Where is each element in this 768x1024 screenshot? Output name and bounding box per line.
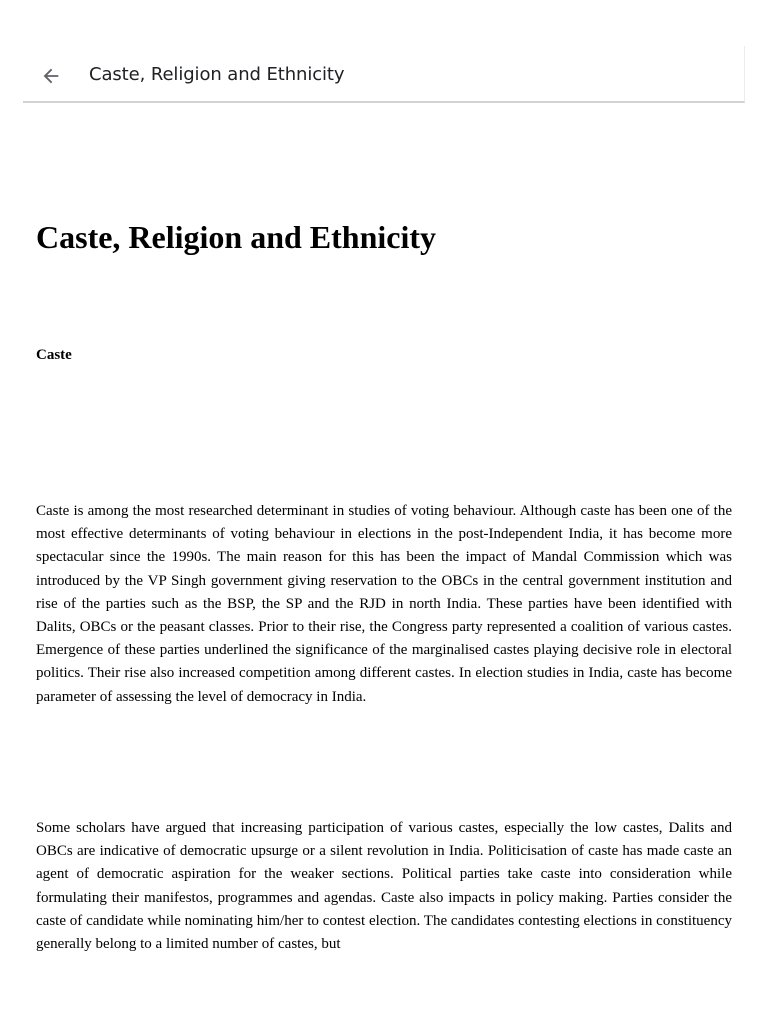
back-button[interactable] [35, 60, 67, 92]
section-heading-caste: Caste [36, 347, 72, 363]
document-title: Caste, Religion and Ethnicity [36, 219, 437, 255]
body-paragraph: Some scholars have argued that increasing participation of various castes, especially the low castes, Dalits and OBCs are indicative of democratic upsurge or a silent revolution in India. Politicisation of caste has made caste an agent of democratic aspiration for the weaker sections. Political parties take caste into consideration while formulating their manifestos, programmes and agendas. Caste also impacts in policy making. Parties consider the caste of candidate while nominating him/her to contest election. The candidates contesting elections in constituency generally belong to a limited number of castes, but [36, 820, 732, 953]
app-bar [23, 46, 745, 103]
arrow-back-icon [40, 65, 62, 87]
body-paragraph: Caste is among the most researched determinant in studies of voting behaviour. Although caste has been one of the most effective determinants of voting behaviour in elections in the post-Independent India, it has become more spectacular since the 1990s. The main reason for this has been the impact of Mandal Commission which was introduced by the VP Singh government giving reservation to the OBCs in the central government institution and rise of the parties such as the BSP, the SP and the RJD in north India. These parties have been identified with Dalits, OBCs or the peasant classes. Prior to their rise, the Congress party represented a coalition of various castes. Emergence of these parties underlined the significance of the marginalised castes playing decisive role in electoral politics. Their rise also increased competition among different castes. In election studies in India, caste has become parameter of assessing the level of democracy in India. [36, 503, 732, 705]
app-bar-title: Caste, Religion and Ethnicity [89, 64, 345, 85]
